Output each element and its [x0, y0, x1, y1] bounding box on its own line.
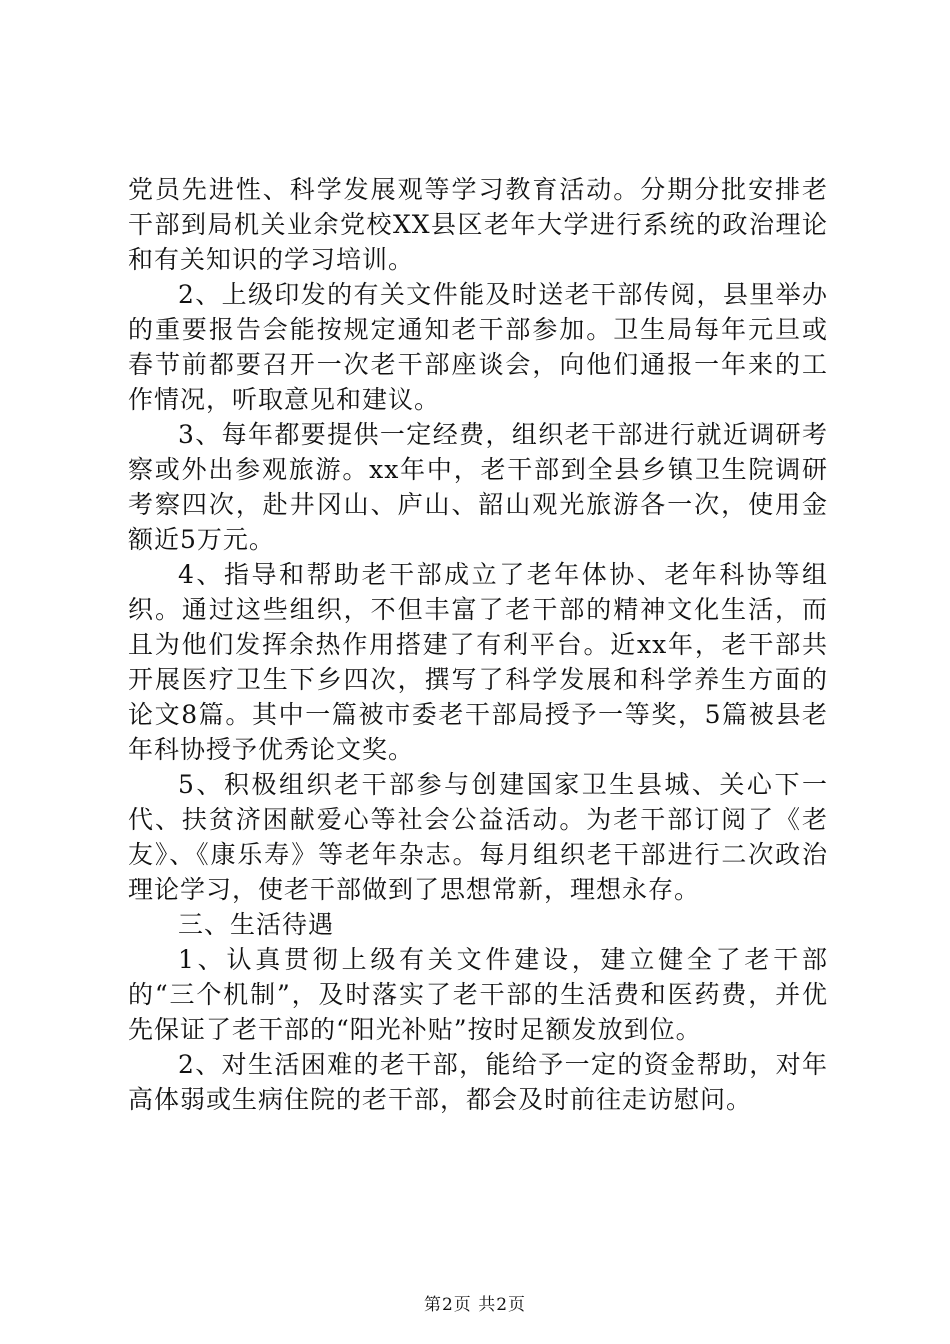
paragraph-living-1: 1、认真贯彻上级有关文件建设，建立健全了老干部的“三个机制”，及时落实了老干部的生活费和医药费，并优先保证了老干部的“阳光补贴”按时足额发放到位。 [128, 945, 828, 1044]
paragraph-living-2: 2、对生活困难的老干部，能给予一定的资金帮助，对年高体弱或生病住院的老干部，都会及时前往走访慰问。 [128, 1050, 828, 1114]
page-number-footer: 第2页 共2页 [423, 1295, 527, 1315]
paragraph-item-4: 4、指导和帮助老干部成立了老年体协、老年科协等组织。通过这些组织，不但丰富了老干部的精神文化生活，而且为他们发挥余热作用搭建了有利平台。近xx年，老干部共开展医疗卫生下乡四次，撰写了科学发展和科学养生方面的论文8篇。其中一篇被市委老干部局授予一等奖，5篇被县老年科协授予优秀论文奖。 [128, 560, 828, 764]
document-body [128, 172, 828, 1117]
paragraph-item-2: 2、上级印发的有关文件能及时送老干部传阅，县里举办的重要报告会能按规定通知老干部参加。卫生局每年元旦或春节前都要召开一次老干部座谈会，向他们通报一年来的工作情况，听取意见和建议。 [128, 280, 828, 414]
paragraph-continuation: 党员先进性、科学发展观等学习教育活动。分期分批安排老干部到局机关业余党校XX县区老年大学进行系统的政治理论和有关知识的学习培训。 [128, 175, 828, 274]
paragraph-item-3: 3、每年都要提供一定经费，组织老干部进行就近调研考察或外出参观旅游。xx年中，老干部到全县乡镇卫生院调研考察四次，赴井冈山、庐山、韶山观光旅游各一次，使用金额近5万元。 [128, 420, 828, 554]
paragraph-item-5: 5、积极组织老干部参与创建国家卫生县城、关心下一代、扶贫济困献爱心等社会公益活动。为老干部订阅了《老友》、《康乐寿》等老年杂志。每月组织老干部进行二次政治理论学习，使老干部做到了思想常新，理想永存。 [128, 770, 828, 904]
section-heading-living-benefits: 三、生活待遇 [178, 910, 335, 939]
